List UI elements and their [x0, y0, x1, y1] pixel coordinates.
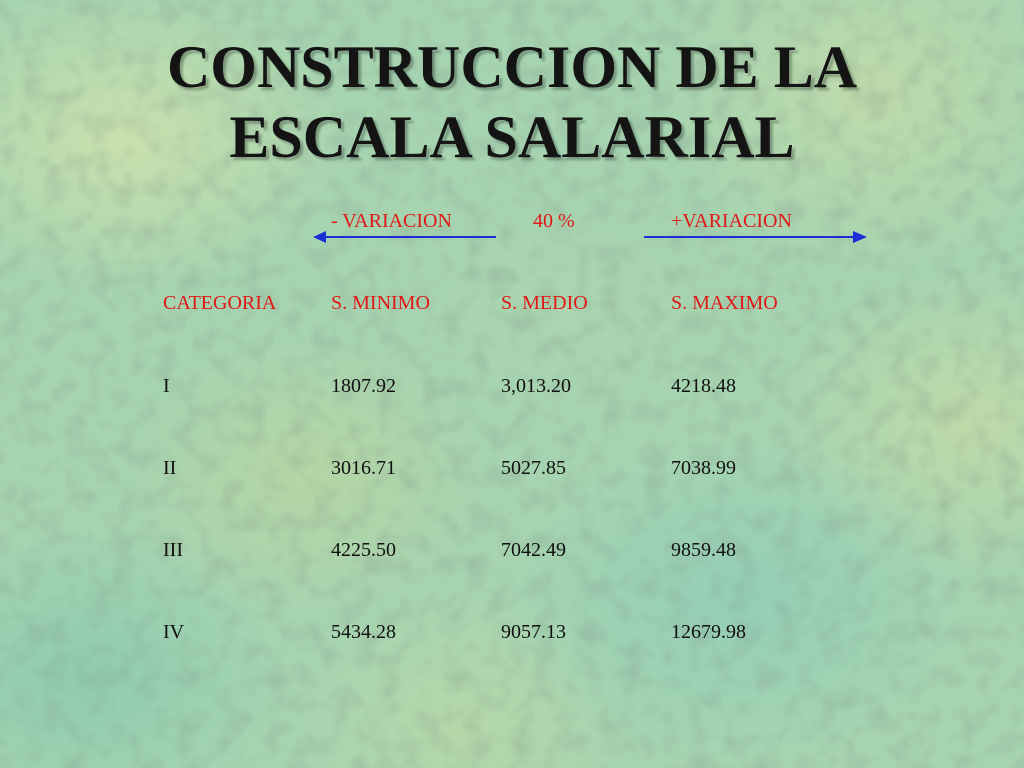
table-cell-maximo: 9859.48 [671, 539, 736, 561]
table-cell-minimo: 4225.50 [331, 539, 396, 561]
table-cell-medio: 9057.13 [501, 621, 566, 643]
title-line-1: CONSTRUCCION DE LA [166, 34, 858, 100]
variation-percent-label: 40 % [533, 210, 575, 232]
table-cell-category: IV [163, 621, 185, 643]
header-s-maximo: S. MAXIMO [671, 292, 778, 314]
header-s-medio: S. MEDIO [501, 292, 588, 314]
table-cell-maximo: 4218.48 [671, 375, 736, 397]
table-cell-medio: 3,013.20 [501, 375, 571, 397]
table-cell-category: II [163, 457, 177, 479]
table-cell-minimo: 5434.28 [331, 621, 396, 643]
table-cell-minimo: 3016.71 [331, 457, 396, 479]
title-line-2: ESCALA SALARIAL [229, 104, 795, 170]
minus-variation-label: - VARIACION [331, 210, 452, 232]
right-arrow-icon [642, 229, 868, 245]
table-cell-medio: 7042.49 [501, 539, 566, 561]
table-cell-category: I [163, 375, 170, 397]
plus-variation-label: +VARIACION [671, 210, 792, 232]
left-arrow-icon [312, 229, 498, 245]
header-categoria: CATEGORIA [163, 292, 277, 314]
table-cell-maximo: 12679.98 [671, 621, 746, 643]
table-cell-category: III [163, 539, 183, 561]
table-cell-minimo: 1807.92 [331, 375, 396, 397]
table-cell-medio: 5027.85 [501, 457, 566, 479]
header-s-minimo: S. MINIMO [331, 292, 430, 314]
table-cell-maximo: 7038.99 [671, 457, 736, 479]
page-title [0, 32, 1024, 172]
